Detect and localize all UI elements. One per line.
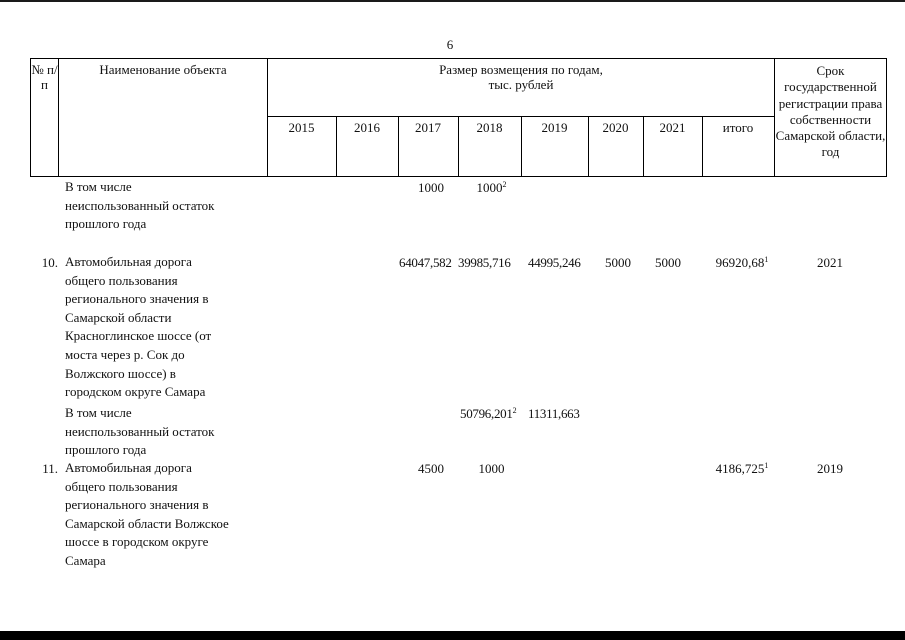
row-number: 10.: [41, 255, 58, 270]
row-value-2019: 44995,246: [528, 255, 581, 270]
header-year-2016: 2016: [354, 120, 380, 135]
row-value-2018: 50796,201$^2$: [460, 406, 517, 421]
row-name: Автомобильная дорога общего пользования регионального значения в Самарской области Волжское шоссе в городском округе Самара: [65, 460, 229, 568]
row-value-2019: 11311,663: [528, 406, 580, 421]
row-value-2018: 1000$^2$: [476, 180, 507, 195]
row-total: 4186,725$^1$: [715, 461, 769, 476]
header-num: № п/п: [31, 62, 58, 92]
row-value-2018: 39985,716: [458, 255, 511, 270]
header-year-2015: 2015: [288, 120, 315, 135]
row-value-2020: 5000: [605, 255, 631, 270]
row-term: 2021: [817, 255, 843, 270]
row-name: Автомобильная дорога общего пользования регионального значения в Самарской области Красноглинское шоссе (от моста через р. Сок до Волжского шоссе) в городском округе Самара: [65, 254, 212, 400]
top-rule: [0, 0, 905, 2]
row-name: В том числе неиспользованный остаток прошлого года: [65, 179, 215, 232]
header-year-2021: 2021: [659, 120, 686, 135]
page-number: 6: [446, 37, 454, 52]
row-value-2018: 1000: [478, 461, 505, 476]
header-year-2019: 2019: [541, 120, 568, 135]
header-total: итого: [722, 120, 754, 135]
row-value-2017: 1000: [418, 180, 444, 195]
header-name: Наименование объекта: [99, 62, 227, 77]
header-year-2017: 2017: [415, 120, 441, 135]
header-amount-line1: Размер возмещения по годам,: [439, 62, 603, 77]
row-term: 2019: [817, 461, 843, 476]
row-name: В том числе неиспользованный остаток прошлого года: [65, 405, 215, 458]
row-total: 96920,68$^1$: [715, 255, 769, 270]
row-value-2017: 64047,582: [399, 255, 452, 270]
row-value-2017: 4500: [418, 461, 444, 476]
bottom-bar: [0, 631, 905, 640]
row-value-2021: 5000: [655, 255, 681, 270]
header-year-2020: 2020: [602, 120, 629, 135]
header-term: Срок государственной регистрации права собственности Самарской области, год: [775, 63, 886, 160]
header-amount-line2: тыс. рублей: [488, 77, 554, 92]
header-year-2018: 2018: [476, 120, 503, 135]
row-number: 11.: [42, 461, 58, 476]
